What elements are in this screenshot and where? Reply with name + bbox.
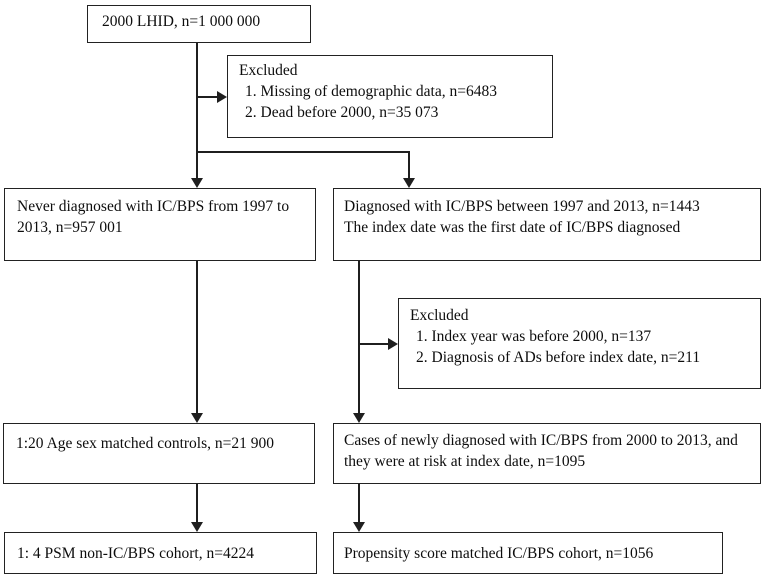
box-excluded-first [227, 55, 553, 138]
psm-control-cohort-label: 1: 4 PSM non-IC/BPS cohort, n=4224 [17, 544, 254, 562]
never-diagnosed-label: Never diagnosed with IC/BPS from 1997 to 2013, n=957 001 [17, 198, 290, 236]
connector-branch-excluded2 [359, 343, 389, 345]
excluded-first-title: Excluded [239, 62, 298, 79]
connector-source-to-never [196, 43, 198, 180]
box-psm-control-cohort [4, 532, 317, 574]
arrowhead-right-icon [388, 338, 398, 350]
connector-never-to-controls [196, 261, 198, 415]
connector-branch-excluded1 [197, 96, 219, 98]
excluded-second-item: 2. Diagnosis of ADs before index date, n=211 [416, 349, 701, 366]
excluded-second-title: Excluded [410, 307, 469, 324]
new-cases-label: Cases of newly diagnosed with IC/BPS from 2000 to 2013, and they were at risk at index date, n=1095 [344, 432, 738, 470]
arrowhead-down-icon [353, 522, 365, 532]
arrowhead-down-icon [191, 522, 203, 532]
psm-case-cohort-label: Propensity score matched IC/BPS cohort, n=1056 [344, 544, 654, 562]
excluded-first-item: 1. Missing of demographic data, n=6483 [245, 83, 497, 100]
connector-cases-to-psm [358, 484, 360, 524]
box-psm-case-cohort [333, 532, 723, 574]
arrowhead-right-icon [217, 91, 227, 103]
box-excluded-second [398, 298, 761, 389]
box-never-diagnosed [4, 188, 316, 261]
box-new-cases [333, 423, 761, 484]
excluded-second-item: 1. Index year was before 2000, n=137 [416, 328, 652, 345]
diagnosed-line2: The index date was the first date of IC/BPS diagnosed [344, 219, 681, 236]
connector-diagnosed-to-cases [358, 261, 360, 415]
arrowhead-down-icon [191, 178, 203, 188]
box-source-population [87, 5, 311, 43]
connector-branch-diagnosed [196, 151, 409, 153]
arrowhead-down-icon [191, 413, 203, 423]
arrowhead-down-icon [403, 178, 415, 188]
arrowhead-down-icon [353, 413, 365, 423]
matched-controls-label: 1:20 Age sex matched controls, n=21 900 [16, 435, 274, 452]
source-population-label: 2000 LHID, n=1 000 000 [102, 13, 261, 30]
diagnosed-line1: Diagnosed with IC/BPS between 1997 and 2013, n=1443 [344, 198, 700, 215]
box-diagnosed [333, 188, 761, 261]
excluded-first-item: 2. Dead before 2000, n=35 073 [245, 104, 439, 121]
connector-down-diagnosed [408, 151, 410, 180]
connector-controls-to-psm [196, 484, 198, 524]
box-matched-controls [3, 423, 315, 484]
